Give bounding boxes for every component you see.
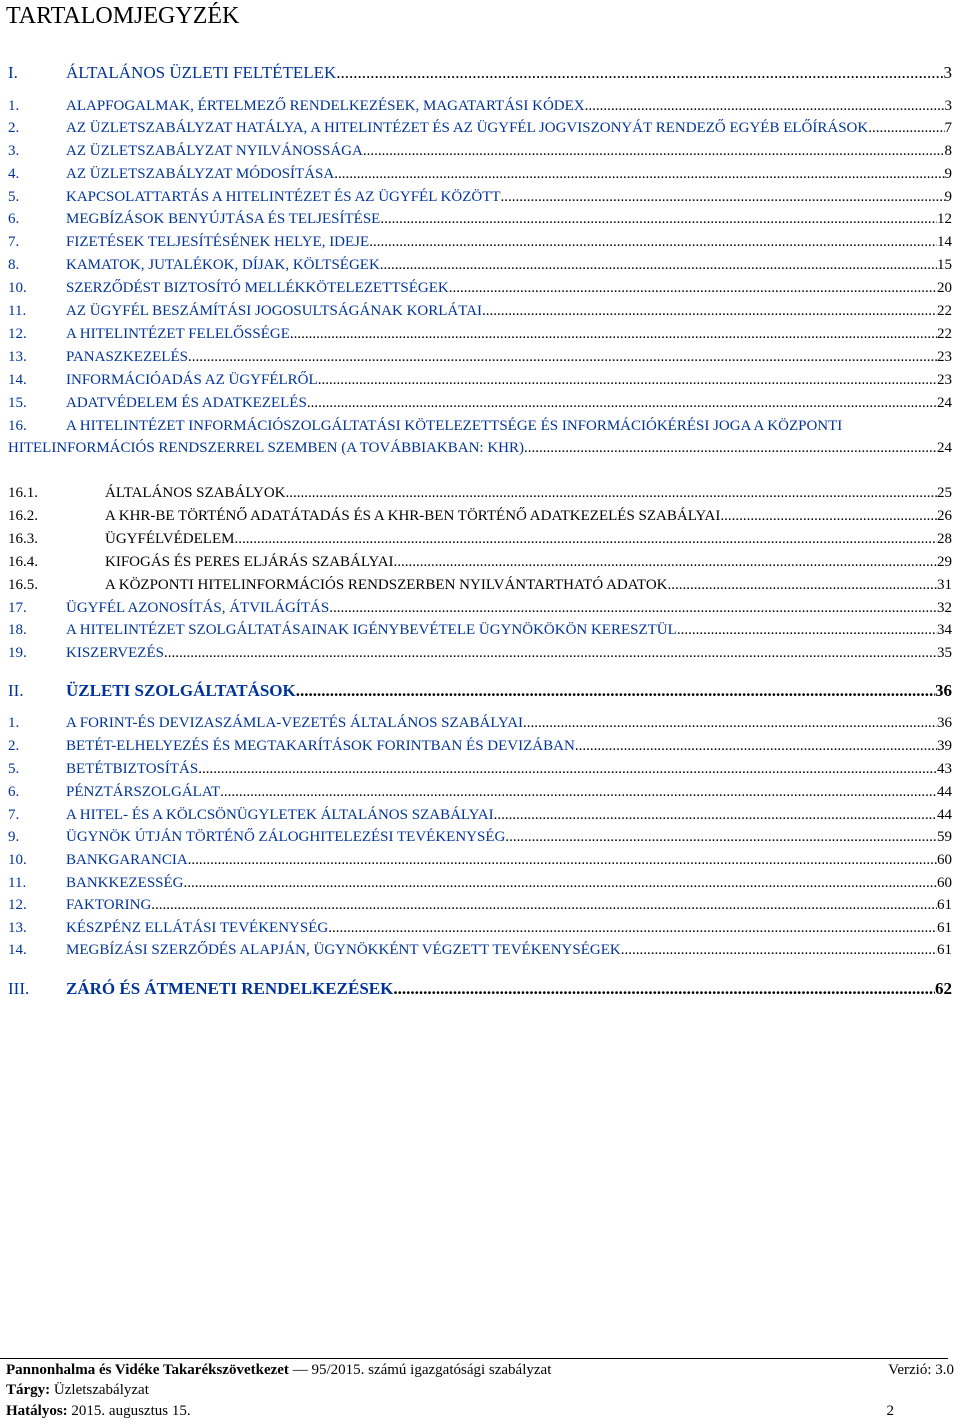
toc-leader-dots	[393, 979, 935, 999]
toc-entry-number: II.	[8, 681, 24, 700]
toc-leader-dots	[585, 98, 945, 115]
toc-entry[interactable]	[8, 920, 952, 937]
toc-entry[interactable]	[8, 554, 952, 571]
toc-entry[interactable]	[8, 189, 952, 206]
toc-entry[interactable]	[8, 418, 952, 435]
toc-entry-number: 12.	[8, 897, 27, 913]
toc-entry-title: AZ ÜZLETSZABÁLYZAT MÓDOSÍTÁSA	[66, 166, 335, 182]
toc-entry-number: 18.	[8, 622, 27, 638]
toc-entry-number: 2.	[8, 120, 20, 136]
toc-entry-page: 43	[937, 761, 952, 777]
toc-leader-dots	[369, 234, 937, 251]
toc-entry-number: 5.	[8, 761, 20, 777]
toc-entry-page: 61	[937, 897, 952, 913]
toc-entry-page: 8	[944, 143, 952, 159]
toc-entry-page: 9	[944, 189, 952, 205]
toc-entry-title: SZERZŐDÉST BIZTOSÍTÓ MELLÉKKÖTELEZETTSÉGEK	[66, 280, 449, 296]
toc-entry-number: 16.5.	[8, 577, 38, 593]
toc-entry-number: I.	[8, 63, 18, 82]
toc-leader-dots	[198, 761, 937, 778]
toc-leader-dots	[621, 942, 937, 959]
toc-leader-dots	[868, 120, 944, 137]
toc-entry-title: ALAPFOGALMAK, ÉRTELMEZŐ RENDELKEZÉSEK, MAGATARTÁSI KÓDEX	[66, 98, 585, 114]
toc-entry-number: 16.2.	[8, 508, 38, 524]
toc-entry-page: 23	[937, 372, 952, 388]
toc-leader-dots	[334, 166, 944, 183]
toc-leader-dots	[449, 280, 937, 297]
footer-rule	[0, 1358, 948, 1359]
toc-entry-title: ÜGYFÉLVÉDELEM	[105, 531, 235, 547]
toc-leader-dots	[151, 897, 937, 914]
toc-entry[interactable]	[8, 257, 952, 274]
toc-entry-title: A HITELINTÉZET SZOLGÁLTATÁSAINAK IGÉNYBEVÉTELE ÜGYNÖKÖKÖN KERESZTÜL	[66, 622, 677, 638]
toc-entry-number: 4.	[8, 166, 20, 182]
toc-leader-dots	[394, 554, 937, 571]
footer-effective-label: Hatályos:	[6, 1403, 68, 1419]
toc-entry[interactable]	[8, 875, 952, 892]
toc-entry-title: AZ ÜZLETSZABÁLYZAT HATÁLYA, A HITELINTÉZET ÉS AZ ÜGYFÉL JOGVISZONYÁT RENDEZŐ EGYÉB ELŐÍRÁSOK	[66, 120, 869, 136]
toc-entry-number: 2.	[8, 738, 20, 754]
toc-entry-page: 44	[937, 784, 952, 800]
toc-leader-dots	[363, 143, 945, 160]
toc-entry-title: ÜGYNÖK ÚTJÁN TÖRTÉNŐ ZÁLOGHITELEZÉSI TEVÉKENYSÉG	[66, 829, 506, 845]
toc-leader-dots	[234, 531, 937, 548]
footer-effective-date: 2015. augusztus 15.	[67, 1403, 191, 1419]
toc-entry-page: 23	[937, 349, 952, 365]
toc-entry-number: 16.3.	[8, 531, 38, 547]
toc-leader-dots	[286, 485, 938, 502]
footer-institution: Pannonhalma és Vidéke Takarékszövetkezet	[6, 1362, 289, 1378]
toc-entry-page: 24	[937, 395, 952, 411]
toc-entry-number: 9.	[8, 829, 20, 845]
toc-leader-dots	[720, 508, 937, 525]
toc-entry-page: 9	[944, 166, 952, 182]
toc-leader-dots	[329, 600, 937, 617]
toc-entry-title: BETÉTBIZTOSÍTÁS	[66, 761, 199, 777]
toc-entry-title: AZ ÜGYFÉL BESZÁMÍTÁSI JOGOSULTSÁGÁNAK KORLÁTAI	[66, 303, 483, 319]
toc-entry-page: 61	[937, 920, 952, 936]
toc-entry-page: 28	[937, 531, 952, 547]
toc-entry[interactable]	[8, 681, 952, 701]
toc-leader-dots	[575, 738, 937, 755]
toc-entry-page: 29	[937, 554, 952, 570]
toc-entry-number: 14.	[8, 942, 27, 958]
toc-leader-dots	[290, 326, 937, 343]
toc-entry-page: 24	[937, 440, 952, 456]
toc-entry-page: 60	[937, 875, 952, 891]
toc-entry[interactable]	[8, 395, 952, 412]
toc-entry-page: 36	[937, 715, 952, 731]
toc-entry-number: 15.	[8, 395, 27, 411]
toc-entry-number: 11.	[8, 303, 27, 319]
toc-entry-number: 5.	[8, 189, 20, 205]
toc-entry-title: INFORMÁCIÓADÁS AZ ÜGYFÉLRŐL	[66, 372, 318, 388]
toc-entry-number: 10.	[8, 280, 27, 296]
toc-entry-number: 19.	[8, 645, 27, 661]
toc-entry-page: 35	[937, 645, 952, 661]
toc-entry-number: 1.	[8, 98, 20, 114]
toc-leader-dots	[336, 63, 943, 83]
toc-entry-title: PANASZKEZELÉS	[66, 349, 188, 365]
toc-entry[interactable]	[8, 979, 952, 999]
toc-entry-title: HITELINFORMÁCIÓS RENDSZERREL SZEMBEN (A TOVÁBBIAKBAN: KHR)	[8, 440, 524, 456]
toc-leader-dots	[184, 875, 937, 892]
toc-entry-number: 16.1.	[8, 485, 38, 501]
toc-entry[interactable]	[8, 98, 952, 115]
toc-entry-number: 16.	[8, 418, 27, 434]
toc-entry[interactable]	[8, 715, 952, 732]
toc-entry-page: 22	[937, 326, 952, 342]
toc-entry[interactable]	[8, 622, 952, 639]
footer-subject-label: Tárgy:	[6, 1382, 51, 1398]
toc-entry-number: 8.	[8, 257, 20, 273]
toc-entry[interactable]	[8, 234, 952, 251]
toc-leader-dots	[164, 645, 937, 662]
toc-entry-page: 39	[937, 738, 952, 754]
toc-entry[interactable]	[8, 645, 952, 662]
toc-entry[interactable]	[8, 942, 952, 959]
toc-entry-title: MEGBÍZÁSI SZERZŐDÉS ALAPJÁN, ÜGYNÖKKÉNT VÉGZETT TEVÉKENYSÉGEK	[66, 942, 621, 958]
toc-entry[interactable]	[8, 852, 952, 869]
toc-entry[interactable]	[8, 508, 952, 525]
toc-entry-page: 36	[935, 681, 952, 700]
toc-entry-title: A KHR-BE TÖRTÉNŐ ADATÁTADÁS ÉS A KHR-BEN TÖRTÉNŐ ADATKEZELÉS SZABÁLYAI	[105, 508, 721, 524]
toc-entry-number: 13.	[8, 349, 27, 365]
toc-leader-dots	[220, 784, 937, 801]
toc-entry-number: 11.	[8, 875, 27, 891]
toc-leader-dots	[188, 852, 937, 869]
footer-line-1	[6, 1362, 954, 1379]
toc-entry-title: A FORINT-ÉS DEVIZASZÁMLA-VEZETÉS ÁLTALÁNOS SZABÁLYAI	[66, 715, 524, 731]
toc-entry[interactable]	[8, 143, 952, 160]
toc-entry-number: 12.	[8, 326, 27, 342]
toc-entry-number: 6.	[8, 211, 20, 227]
toc-entry-number: 3.	[8, 143, 20, 159]
toc-entry-page: 59	[937, 829, 952, 845]
toc-entry[interactable]	[8, 600, 952, 617]
toc-entry[interactable]	[8, 349, 952, 366]
toc-leader-dots	[677, 622, 937, 639]
toc-entry[interactable]	[8, 531, 952, 548]
toc-entry-title: AZ ÜZLETSZABÁLYZAT NYILVÁNOSSÁGA	[66, 143, 363, 159]
footer-regulation: — 95/2015. számú igazgatósági szabályzat	[288, 1362, 552, 1378]
toc-entry-page: 26	[937, 508, 952, 524]
toc-entry-page: 32	[937, 600, 952, 616]
toc-entry-title: FIZETÉSEK TELJESÍTÉSÉNEK HELYE, IDEJE	[66, 234, 370, 250]
toc-leader-dots	[482, 303, 937, 320]
toc-entry-page: 12	[937, 211, 952, 227]
toc-leader-dots	[501, 189, 945, 206]
toc-entry[interactable]	[8, 303, 952, 320]
toc-leader-dots	[296, 681, 935, 701]
toc-entry-title: BANKKEZESSÉG	[66, 875, 184, 891]
toc-entry[interactable]	[8, 280, 952, 297]
toc-entry[interactable]	[8, 761, 952, 778]
toc-entry-page: 20	[937, 280, 952, 296]
toc-entry-title: A HITELINTÉZET INFORMÁCIÓSZOLGÁLTATÁSI KÖTELEZETTSÉGE ÉS INFORMÁCIÓKÉRÉSI JOGA A KÖZPONTI	[66, 418, 843, 434]
toc-entry[interactable]	[8, 63, 952, 83]
toc-entry-page: 7	[944, 120, 952, 136]
page-footer	[0, 1358, 954, 1422]
toc-leader-dots	[505, 829, 937, 846]
toc-entry-title: KÉSZPÉNZ ELLÁTÁSI TEVÉKENYSÉG	[66, 920, 329, 936]
toc-entry-number: 7.	[8, 234, 20, 250]
toc-leader-dots	[668, 577, 938, 594]
toc-entry-number: 1.	[8, 715, 20, 731]
footer-line-3	[6, 1403, 954, 1420]
toc-entry-title: KAPCSOLATTARTÁS A HITELINTÉZET ÉS AZ ÜGYFÉL KÖZÖTT	[66, 189, 501, 205]
toc-entry-number: 10.	[8, 852, 27, 868]
toc-title-text: TARTALOMJEGYZÉK	[6, 3, 240, 29]
toc-entry[interactable]	[8, 211, 952, 228]
toc-leader-dots	[380, 211, 937, 228]
toc-entry-continuation[interactable]	[8, 440, 952, 457]
toc-entry-page: 60	[937, 852, 952, 868]
toc-leader-dots	[494, 807, 937, 824]
toc-entry-title: MEGBÍZÁSOK BENYÚJTÁSA ÉS TELJESÍTÉSE	[66, 211, 381, 227]
toc-leader-dots	[318, 372, 937, 389]
toc-entry[interactable]	[8, 807, 952, 824]
footer-line-2	[6, 1382, 954, 1399]
toc-leader-dots	[524, 440, 937, 457]
toc-entry-title: A HITELINTÉZET FELELŐSSÉGE	[66, 326, 290, 342]
toc-entry-title: ADATVÉDELEM ÉS ADATKEZELÉS	[66, 395, 307, 411]
toc-entry-page: 44	[937, 807, 952, 823]
toc-entry-title: FAKTORING	[66, 897, 152, 913]
toc-leader-dots	[188, 349, 937, 366]
toc-entry-title: KAMATOK, JUTALÉKOK, DÍJAK, KÖLTSÉGEK	[66, 257, 380, 273]
toc-entry-title: KIFOGÁS ÉS PERES ELJÁRÁS SZABÁLYAI	[105, 554, 394, 570]
toc-entry-title: PÉNZTÁRSZOLGÁLAT	[66, 784, 221, 800]
toc-leader-dots	[307, 395, 937, 412]
toc-leader-dots	[328, 920, 937, 937]
toc-entry-number: 7.	[8, 807, 20, 823]
toc-leader-dots	[523, 715, 937, 732]
toc-entry[interactable]	[8, 738, 952, 755]
toc-entry-title: KISZERVEZÉS	[66, 645, 164, 661]
toc-entry-title: ZÁRÓ ÉS ÁTMENETI RENDELKEZÉSEK	[66, 979, 394, 998]
toc-entry-page: 31	[937, 577, 952, 593]
toc-entry[interactable]	[8, 326, 952, 343]
toc-entry-page: 62	[935, 979, 952, 998]
toc-entry-title: ÜZLETI SZOLGÁLTATÁSOK	[66, 681, 296, 700]
toc-entry[interactable]	[8, 577, 952, 594]
toc-entry[interactable]	[8, 829, 952, 846]
toc-entry-number: 6.	[8, 784, 20, 800]
toc-entry-page: 3	[943, 63, 952, 82]
toc-entry-page: 34	[937, 622, 952, 638]
toc-entry-number: 16.4.	[8, 554, 38, 570]
toc-entry-title: ÁLTALÁNOS ÜZLETI FELTÉTELEK	[66, 63, 337, 82]
toc-entry[interactable]	[8, 166, 952, 183]
toc-entry-title: ÁLTALÁNOS SZABÁLYOK	[105, 485, 286, 501]
toc-entry-title: BETÉT-ELHELYEZÉS ÉS MEGTAKARÍTÁSOK FORINTBAN ÉS DEVIZÁBAN	[66, 738, 575, 754]
footer-subject: Üzletszabályzat	[50, 1382, 149, 1398]
toc-entry-title: A KÖZPONTI HITELINFORMÁCIÓS RENDSZERBEN NYILVÁNTARTHATÓ ADATOK	[105, 577, 668, 593]
footer-page-number: 2	[886, 1403, 894, 1419]
toc-entry-page: 14	[937, 234, 952, 250]
toc-entry[interactable]	[8, 485, 952, 502]
toc-entry[interactable]	[8, 372, 952, 389]
toc-entry-page: 25	[937, 485, 952, 501]
toc-entry[interactable]	[8, 784, 952, 801]
toc-entry[interactable]	[8, 120, 952, 137]
toc-entry-title: BANKGARANCIA	[66, 852, 188, 868]
toc-entry-title: ÜGYFÉL AZONOSÍTÁS, ÁTVILÁGÍTÁS	[66, 600, 330, 616]
toc-entry-page: 15	[937, 257, 952, 273]
toc-leader-dots	[380, 257, 937, 274]
toc-entry[interactable]	[8, 897, 952, 914]
toc-entry-page: 61	[937, 942, 952, 958]
footer-version: Verzió: 3.0	[888, 1362, 954, 1378]
toc-entry-title: A HITEL- ÉS A KÖLCSÖNÜGYLETEK ÁLTALÁNOS SZABÁLYAI	[66, 807, 494, 823]
toc-entry-number: 14.	[8, 372, 27, 388]
toc-entry-page: 3	[944, 98, 952, 114]
toc-entry-page: 22	[937, 303, 952, 319]
toc-entry-number: 13.	[8, 920, 27, 936]
toc-entry-number: 17.	[8, 600, 27, 616]
toc-entry-number: III.	[8, 979, 30, 998]
